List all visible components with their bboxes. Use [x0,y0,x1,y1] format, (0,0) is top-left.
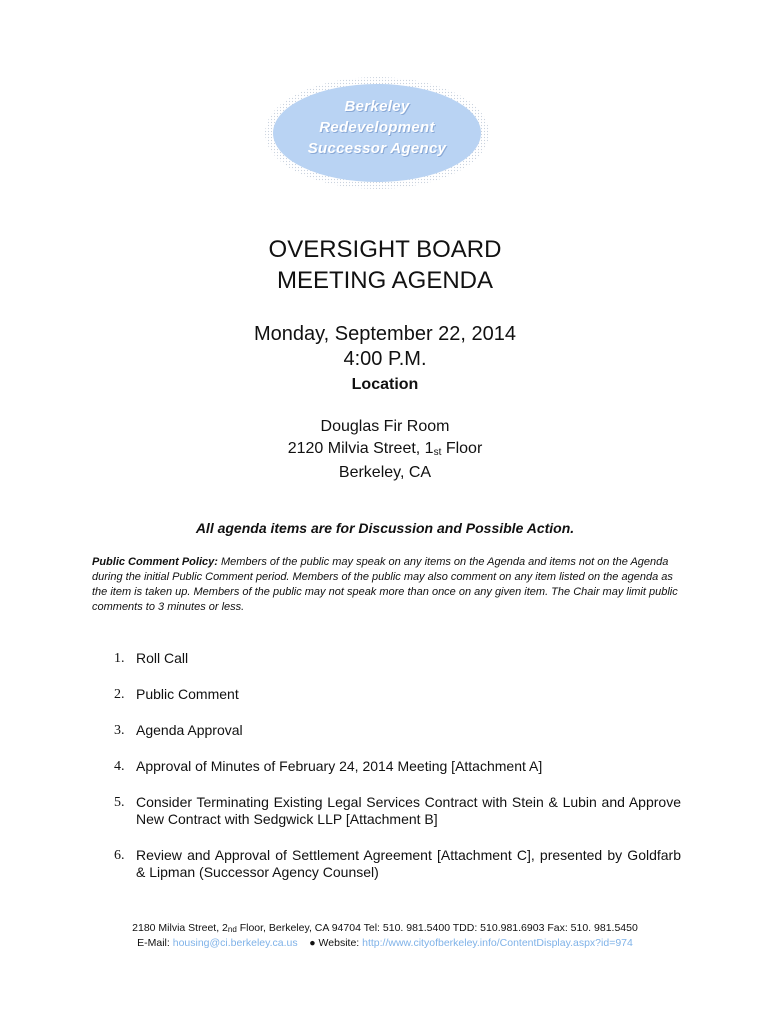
logo-text [264,96,490,159]
venue-street [0,438,770,462]
agenda-item [92,758,692,775]
footer-address-prefix: 2180 Milvia Street, 2 [132,922,228,934]
agenda-list [92,650,692,881]
agenda-item-number: 6. [114,848,125,863]
agenda-item [92,794,692,828]
venue-street-suffix: Floor [445,440,483,457]
agenda-item-text: Agenda Approval [136,722,243,738]
meeting-datetime [0,322,770,372]
policy-text: Members of the public may speak on any items on the Agenda and items not on the Agenda during the initial Public Comment period. Members of the public may also comment on any item listed on the agenda as the item is taken up. Members of the public may not speak more than once on any given item. The Chair may limit public comments to 3 minutes or less. [92,556,678,613]
agenda-item-number: 3. [114,723,125,738]
agenda-item-text: Public Comment [136,686,239,702]
logo-line-2: Redevelopment [319,119,435,136]
footer-address [0,921,770,936]
footer-address-ordinal: nd [227,925,237,934]
public-comment-policy [92,555,678,615]
footer-website-label: Website: [315,937,363,949]
action-note: All agenda items are for Discussion and Possible Action. [195,520,575,536]
meeting-time: 4:00 P.M. [343,348,427,370]
venue-room: Douglas Fir Room [320,418,450,435]
agenda-item [92,686,692,703]
footer-email-label: E-Mail: [137,937,173,949]
agency-logo [264,76,490,190]
title-line-2: MEETING AGENDA [276,267,494,294]
agenda-item-text: Review and Approval of Settlement Agreement [Attachment C], presented by Goldfarb & Lipman (Successor Agency Counsel) [136,847,681,880]
policy-label: Public Comment Policy: [92,556,218,568]
location-heading: Location [351,376,419,393]
footer-website-link[interactable]: http://www.cityofberkeley.info/ContentDisplay.aspx?id=974 [362,937,633,949]
agenda-item [92,847,692,881]
agenda-item [92,650,692,667]
meeting-date: Monday, September 22, 2014 [253,323,517,345]
agenda-item-text: Consider Terminating Existing Legal Services Contract with Stein & Lubin and Approve New Contract with Sedgwick LLP [Attachment B] [136,794,681,827]
venue-street-prefix: 2120 Milvia Street, 1 [287,440,434,457]
meeting-venue [0,416,770,484]
venue-city: Berkeley, CA [338,464,432,481]
logo-line-1: Berkeley [344,98,410,115]
footer-email-link[interactable]: housing@ci.berkeley.ca.us [172,937,298,949]
logo-line-3: Successor Agency [307,140,447,157]
agenda-item-number: 2. [114,687,125,702]
venue-street-ordinal: st [433,447,442,458]
page-footer [0,921,770,950]
agenda-item-number: 4. [114,759,125,774]
agenda-item-text: Approval of Minutes of February 24, 2014 Meeting [Attachment A] [136,758,543,774]
footer-contact [0,936,770,950]
agenda-item-number: 5. [114,795,125,810]
agenda-item [92,722,692,739]
title-line-1: OVERSIGHT BOARD [268,236,502,263]
footer-bullet: ● [309,937,316,949]
agenda-item-text: Roll Call [136,650,189,666]
agenda-item-number: 1. [114,651,125,666]
footer-address-suffix: Floor, Berkeley, CA 94704 Tel: 510. 981.5400 TDD: 510.981.6903 Fax: 510. 981.5450 [239,922,638,934]
page-title [0,234,770,296]
